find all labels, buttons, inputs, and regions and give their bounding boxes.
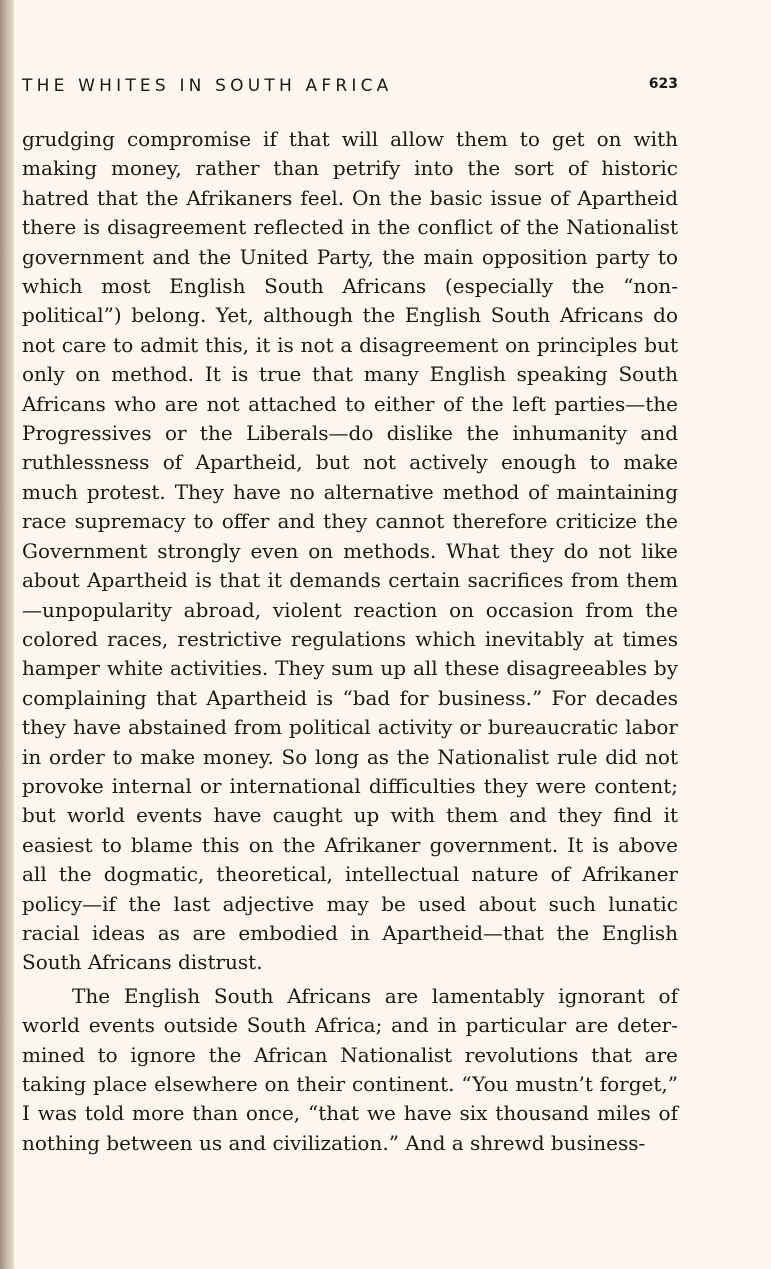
- page-number: 623: [648, 76, 678, 92]
- running-head: [22, 76, 678, 100]
- paragraph-1: grudging compromise if that will allow them to get on with making money, rather than petrify into the sort of historic hatred that the Afrikaners feel. On the basic issue of Apartheid there is disagreement reflected in the conflict of the Nationalist government and the United Party, the main opposition party to which most English South Africans (especially the “non-political”) belong. Yet, although the English South Africans do not care to admit this, it is not a disagreement on principles but only on method. It is true that many English speaking South Africans who are not attached to either of the left parties—the Progressives or the Liberals—do dislike the inhumanity and ruthlessness of Apartheid, but not actively enough to make much protest. They have no alternative method of maintaining race supremacy to offer and they cannot therefore criticize the Government strongly even on methods. What they do not like about Apartheid is that it demands certain sacrifices from them—unpopularity abroad, violent reaction on occasion from the colored races, restrictive regulations which inevitably at times hamper white activities. They sum up all these disagreeables by complaining that Apartheid is “bad for business.” For decades they have abstained from political activity or bureaucratic labor in order to make money. So long as the Nationalist rule did not provoke internal or international difficulties they were content; but world events have caught up with them and they find it easiest to blame this on the Afrikaner government. It is above all the dogmatic, theoretical, intellectual nature of Afrikaner policy—if the last adjective may be used about such lunatic racial ideas as are embodied in Apartheid—that the English South Africans distrust.: [22, 127, 678, 975]
- page-binding-edge: [0, 0, 14, 1269]
- paragraph-2: The English South Africans are lamentably ignorant of world events outside South Africa; and in particular are determined to ignore the African Nationalist revolutions that are taking place elsewhere on their continent. “You mustn’t forget,” I was told more than once, “that we have six thousand miles of nothing between us and civilization.” And a shrewd business-: [22, 983, 678, 1155]
- body-text: [22, 125, 678, 1158]
- book-page: [22, 0, 678, 1269]
- running-head-title: THE WHITES IN SOUTH AFRICA: [22, 76, 393, 96]
